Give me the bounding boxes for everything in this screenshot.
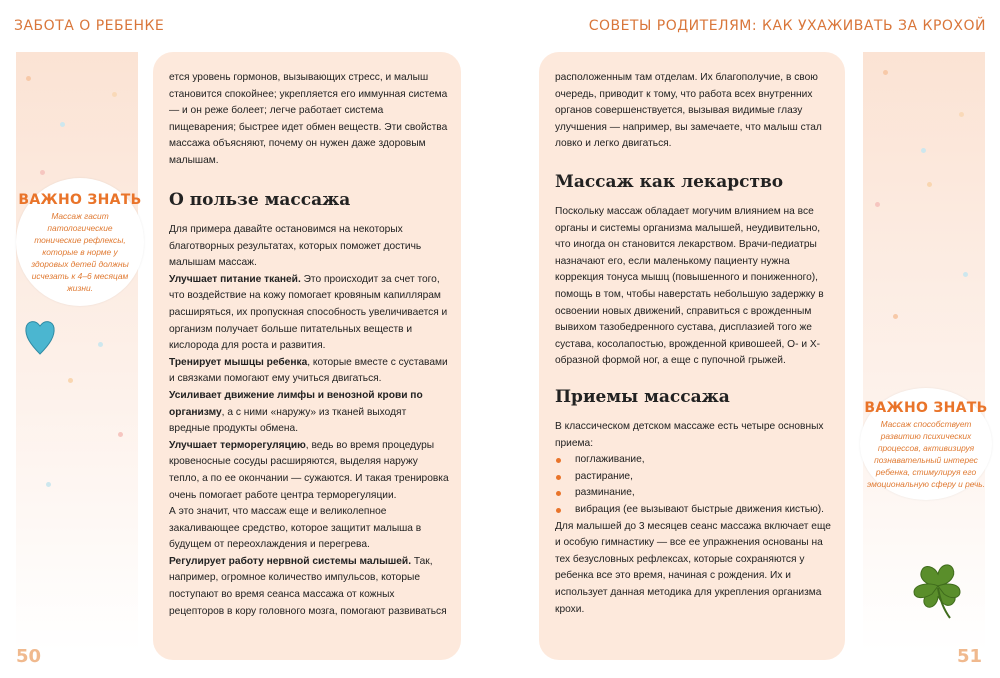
important-note-text: Массаж способствует развитию психических процессов, активизируя познавательный интерес ребенка, стимулируя его эмоциональную сферу и речь. bbox=[866, 419, 986, 489]
bold-phrase: Тренирует мышцы ребенка bbox=[169, 356, 308, 368]
paragraph: Для малышей до 3 месяцев сеанс массажа включает еще и особую гимнастику — все ее упражнения основаны на тех безусловных рефлексах, которые сохраняются у ребенка все это время, начиная с рождения. Их и использует данная методика для укрепления организма крохи. bbox=[555, 520, 831, 615]
paragraph bbox=[169, 388, 449, 438]
section-heading: О пользе массажа bbox=[169, 190, 351, 210]
paragraph bbox=[169, 438, 449, 504]
important-note-title: ВАЖНО ЗНАТЬ bbox=[864, 400, 988, 416]
right-body2-block bbox=[555, 419, 831, 618]
page-number-right: 51 bbox=[956, 646, 982, 667]
list-item: разминание, bbox=[555, 485, 831, 502]
paragraph-text: Это происходит за счет того, что воздействие на кожу помогает кровяным капиллярам расширяться, их пропускная способность увеличивается и организм получает больше питательных веществ и кислорода для роста и развития. bbox=[169, 273, 448, 352]
right-heading1-block bbox=[555, 174, 831, 191]
list-item: вибрация (ее вызывают быстрые движения кистью). bbox=[555, 502, 831, 519]
right-intro-paragraph: расположенным там отделам. Их благополучие, в свою очередь, приводит к тому, что работа всех внутренних органов совершенствуется, вызывая видимые глазу улучшения — например, вы замечаете, что малыш стал ловко и легко двигаться. bbox=[555, 72, 822, 150]
paragraph: В классическом детском массаже есть четыре основных приема: bbox=[555, 421, 824, 449]
right-heading2-block bbox=[555, 389, 831, 406]
right-body1-block bbox=[555, 204, 831, 370]
paragraph bbox=[169, 355, 449, 388]
section-heading: Приемы массажа bbox=[555, 387, 730, 407]
heart-icon bbox=[24, 316, 56, 356]
left-heading-block bbox=[169, 192, 449, 209]
paragraph-text: , а с ними «наружу» из тканей выходят вредные продукты обмена. bbox=[169, 406, 407, 435]
important-note-text: Массаж гасит патологические тонические рефлексы, которые в норме у здоровых детей должны исчезать к 4–6 месяцам жизни. bbox=[31, 211, 129, 293]
left-intro-paragraph: ется уровень гормонов, вызывающих стресс, и малыш становится спокойнее; укрепляется его иммунная система — и он реже болеет; легче работает система пищеварения; быстрее идет обмен веществ. Эти свойства массажа объясняют, почему он нужен даже здоровым малышам. bbox=[169, 72, 448, 166]
paragraph: А это значит, что массаж еще и великолепное закаливающее средство, которое защитит малыша в будущем от переохлаждения и перегрева. bbox=[169, 506, 422, 551]
bold-phrase: Улучшает питание тканей. bbox=[169, 273, 301, 285]
left-text-panel bbox=[153, 52, 461, 660]
paragraph-text: , которые вместе с суставами и связками помогают ему учиться двигаться. bbox=[169, 356, 448, 385]
important-note-bubble-left bbox=[16, 178, 144, 306]
bold-phrase: Регулирует работу нервной системы малышей. bbox=[169, 555, 412, 567]
paragraph-text: Так, например, огромное количество импульсов, которые поступают во время сеанса массажа от кожных рецепторов в кору головного мозга, помогают развиваться bbox=[169, 555, 447, 617]
page-number-left: 50 bbox=[16, 646, 42, 667]
bold-phrase: Улучшает терморегуляцию bbox=[169, 439, 306, 451]
lead-paragraph: Для примера давайте остановимся на некоторых благотворных результатах, которых поможет достичь малышам массаж. bbox=[169, 224, 422, 269]
list-item: поглаживание, bbox=[555, 452, 831, 469]
right-text-panel bbox=[539, 52, 845, 660]
paragraph bbox=[169, 272, 449, 355]
important-note-title: ВАЖНО ЗНАТЬ bbox=[18, 192, 142, 208]
paragraph-text: , ведь во время процедуры кровеносные сосуды расширяются, выделяя наружу тепло, а по ее окончании — сужаются. И такая тренировка очень помогает работе центра терморегуляции. bbox=[169, 439, 449, 501]
bold-phrase: Усиливает движение лимфы и венозной крови по организму bbox=[169, 389, 423, 418]
list-item: растирание, bbox=[555, 469, 831, 486]
right-intro-block bbox=[555, 70, 831, 153]
left-body-block bbox=[169, 222, 449, 620]
paragraph bbox=[169, 554, 449, 620]
running-header-left: ЗАБОТА О РЕБЕНКЕ bbox=[14, 18, 165, 34]
clover-icon bbox=[904, 556, 976, 620]
left-intro-block bbox=[169, 70, 449, 170]
section-heading: Массаж как лекарство bbox=[555, 172, 784, 192]
running-header-right: СОВЕТЫ РОДИТЕЛЯМ: КАК УХАЖИВАТЬ ЗА КРОХОЙ bbox=[588, 18, 986, 34]
important-note-bubble-right bbox=[860, 388, 992, 500]
paragraph: Поскольку массаж обладает могучим влиянием на все органы и системы организма малышей, неудивительно, что иногда он становится лекарством. Врачи-педиатры назначают его, если маленькому пациенту нужна коррекция тонуса мышц (повышенного и пониженного), помощь в том, чтобы наверстать небольшую задержку в освоении новых движений, справиться с врожденным вывихом тазобедренного сустава, дисплазией того же сустава, косолапостью, врожденной кривошеей, О- и Х-образной формой ног, а еще с пупочной грыжей. bbox=[555, 206, 824, 367]
